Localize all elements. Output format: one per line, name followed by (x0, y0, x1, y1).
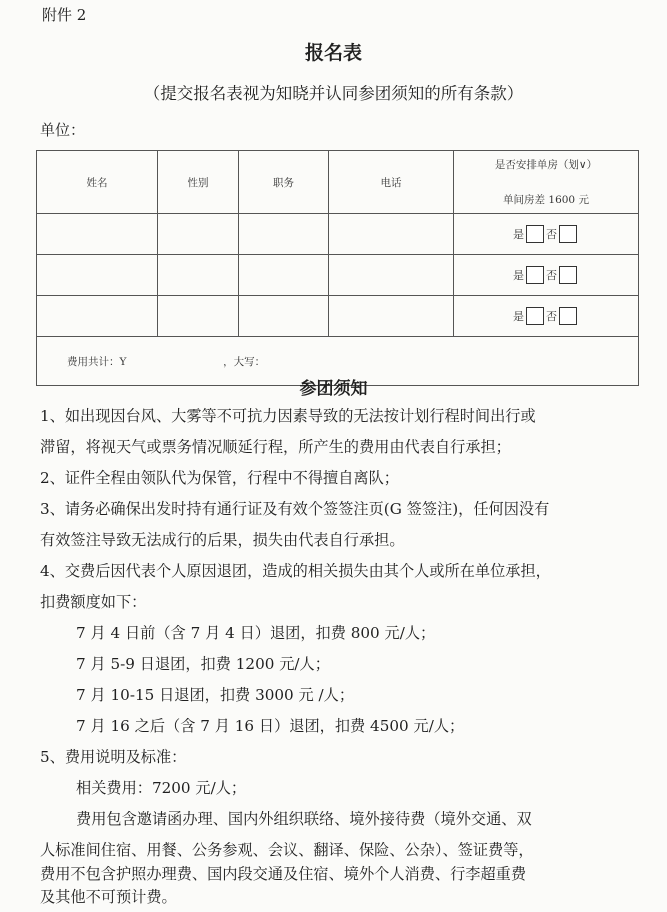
notice-line: 7 月 10-15 日退团，扣费 3000 元 /人； (76, 686, 355, 704)
notice-line: 有效签注导致无法成行的后果，损失由代表自行承担。 (40, 531, 405, 549)
gender-cell[interactable] (158, 255, 239, 296)
position-cell[interactable] (239, 255, 329, 296)
notice-line: 费用不包含护照办理费、国内段交通及住宿、境外个人消费、行李超重费 (40, 865, 526, 883)
no-label: 否 (546, 228, 557, 241)
gender-cell[interactable] (158, 214, 239, 255)
header-position: 职务 (239, 151, 329, 214)
table-row (37, 296, 639, 337)
single-room-cell (454, 255, 639, 296)
yes-checkbox[interactable] (526, 307, 544, 325)
notice-line: 2、证件全程由领队代为保管，行程中不得擅自离队； (40, 469, 399, 487)
phone-cell[interactable] (329, 255, 454, 296)
registration-table (36, 150, 639, 386)
header-name: 姓名 (37, 151, 158, 214)
notice-line: 费用包含邀请函办理、国内外组织联络、境外接待费（境外交通、双 (76, 810, 532, 828)
notice-line: 5、费用说明及标准： (40, 748, 187, 766)
notice-line: 3、请务必确保出发时持有通行证及有效个签签注页(G 签签注)，任何因没有 (40, 500, 550, 518)
notice-line: 及其他不可预计费。 (40, 888, 177, 906)
notice-line: 7 月 16 之后（含 7 月 16 日）退团，扣费 4500 元/人； (76, 717, 465, 735)
notice-line: 人标准间住宿、用餐、公务参观、会议、翻译、保险、公杂）、签证费等， (40, 841, 534, 859)
yes-label: 是 (513, 228, 524, 241)
attachment-label: 附件 2 (42, 6, 87, 24)
single-room-question: 是否安排单房（划∨） (494, 159, 598, 171)
notice-line: 扣费额度如下： (40, 593, 147, 611)
name-cell[interactable] (37, 255, 158, 296)
no-checkbox[interactable] (559, 225, 577, 243)
phone-cell[interactable] (329, 214, 454, 255)
notice-line: 相关费用：7200 元/人； (76, 779, 247, 797)
single-room-cell (454, 214, 639, 255)
form-subtitle: （提交报名表视为知晓并认同参团须知的所有条款） (143, 84, 524, 103)
table-row (37, 214, 639, 255)
total-fee-label: 费用共计：Y (67, 355, 127, 368)
yes-label: 是 (513, 310, 524, 323)
no-checkbox[interactable] (559, 307, 577, 325)
form-title: 报名表 (304, 42, 362, 64)
notice-line: 7 月 5-9 日退团，扣费 1200 元/人； (76, 655, 330, 673)
name-cell[interactable] (37, 296, 158, 337)
phone-cell[interactable] (329, 296, 454, 337)
notice-line: 4、交费后因代表个人原因退团，造成的相关损失由其个人或所在单位承担， (40, 562, 551, 580)
unit-label: 单位： (40, 121, 86, 139)
header-single-room (454, 151, 639, 214)
position-cell[interactable] (239, 296, 329, 337)
table-row (37, 255, 639, 296)
position-cell[interactable] (239, 214, 329, 255)
total-fee-caps-label: ，大写： (223, 355, 266, 368)
notice-title: 参团须知 (299, 379, 368, 399)
single-room-surcharge: 单间房差 1600 元 (503, 194, 589, 206)
yes-checkbox[interactable] (526, 266, 544, 284)
notice-line: 7 月 4 日前（含 7 月 4 日）退团，扣费 800 元/人； (76, 624, 436, 642)
no-checkbox[interactable] (559, 266, 577, 284)
notice-line: 1、如出现因台风、大雾等不可抗力因素导致的无法按计划行程时间出行或 (40, 407, 536, 425)
no-label: 否 (546, 310, 557, 323)
yes-label: 是 (513, 269, 524, 282)
no-label: 否 (546, 269, 557, 282)
single-room-cell (454, 296, 639, 337)
notice-line: 滞留，将视天气或票务情况顺延行程，所产生的费用由代表自行承担； (40, 438, 511, 456)
yes-checkbox[interactable] (526, 225, 544, 243)
header-phone: 电话 (329, 151, 454, 214)
header-gender: 性别 (158, 151, 239, 214)
table-header-row (37, 151, 639, 214)
gender-cell[interactable] (158, 296, 239, 337)
name-cell[interactable] (37, 214, 158, 255)
